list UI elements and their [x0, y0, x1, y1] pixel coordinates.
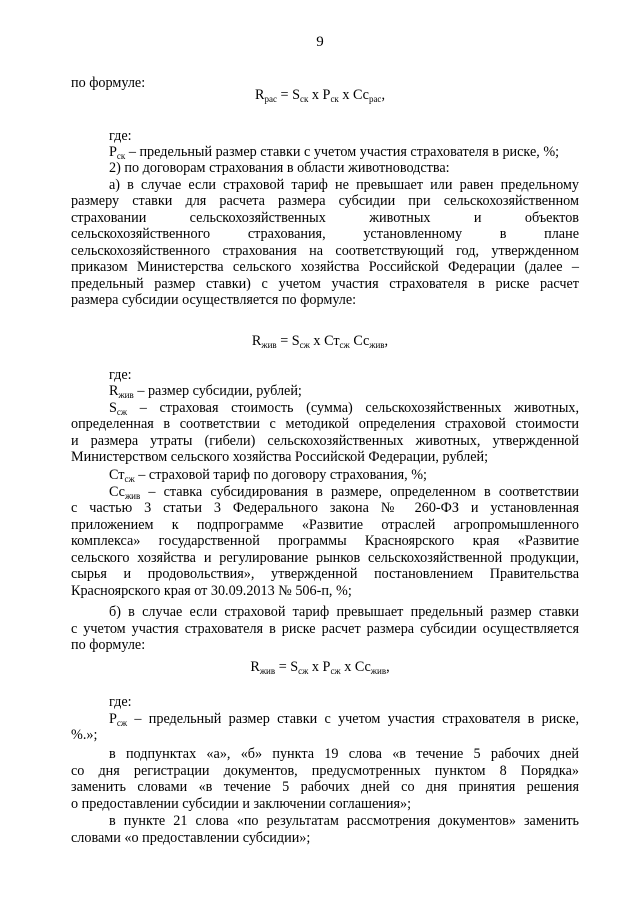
text-line: словами «о предоставлении субсидии»;	[71, 830, 311, 846]
text-line: о предоставлении субсидии и заключении соглашения»;	[71, 796, 412, 812]
text-line: по формуле:	[71, 637, 146, 653]
subscript: жив	[370, 666, 387, 676]
text-line: где:	[109, 694, 132, 710]
text-line: $R_{жив}$ – размер субсидии, рублей;	[109, 383, 302, 400]
text-line: а) в случае если страховой тариф не превышает или равен предельному	[109, 177, 579, 193]
text-line: комплекса» государственной программы Красноярского края «Развитие	[71, 533, 579, 549]
text-line: приложением к подпрограмме «Развитие отраслей агропромышленного	[71, 517, 579, 533]
text-line: сырья и продовольствия», утвержденной постановлением Правительства	[71, 566, 579, 582]
text-line: $Р_{сж}$ – предельный размер ставки с учетом участия страхователя в риске,	[109, 711, 579, 728]
subscript: сж	[124, 474, 135, 484]
text-line: где:	[109, 128, 132, 144]
subscript: сж	[298, 666, 309, 676]
text-line: $Сс_{жив}$ – ставка субсидирования в размере, определенном в соответствии	[109, 484, 579, 501]
text-line: сельскохозяйственного страхования на соответствующий год, утвержденном	[71, 243, 579, 259]
text-line: с учетом участия страхователя в риске расчет размера субсидии осуществляется	[71, 621, 579, 637]
text-line: Министерством сельского хозяйства Российской Федерации, рублей;	[71, 449, 489, 465]
text-line: заменить словами «в течение 5 рабочих дней со дня принятия решения	[71, 779, 579, 795]
text-line: сельского хозяйства и регулирование рынков сельскохозяйственной продукции,	[71, 550, 579, 566]
text-line: размеру ставки для расчета размера субсидии при сельскохозяйственном	[71, 193, 579, 209]
subscript: жив	[118, 390, 134, 400]
subscript: сж	[116, 718, 128, 728]
text-line: определенная в соответствии с методикой определения страховой стоимости	[71, 416, 579, 432]
subscript: сж	[330, 666, 341, 676]
text-line: сельскохозяйственного страхования, установленному в плане	[71, 226, 579, 242]
text-line: где:	[109, 367, 132, 383]
formula-r-ras: $R_{рас} = S_{ск}$ х $Р_{ск}$ х $Сс_{рас}$,	[255, 87, 385, 104]
text-line: Красноярского края от 30.09.2013 № 506-п, %;	[71, 583, 352, 599]
subscript: сж	[339, 340, 350, 350]
text-line: и размера утраты (гибели) сельскохозяйственных животных, утвержденной	[71, 433, 579, 449]
formula-r-zhiv-1: $R_{жив} = S_{сж}$ х $Ст_{сж}$ $Сс_{жив}$,	[251, 333, 389, 350]
subscript: рас	[368, 94, 382, 104]
text-line: $Ст_{сж}$ – страховой тариф по договору страхования, %;	[109, 467, 427, 484]
text-line: %.»;	[71, 727, 98, 743]
text-line: со дня регистрации документов, предусмотренных пунктом 8 Порядка»	[71, 763, 579, 779]
text-line: предельный размер ставки) с учетом участия страхователя в риске расчет	[71, 276, 579, 292]
subscript: жив	[261, 340, 277, 350]
subscript: ск	[116, 151, 126, 161]
text-line: $Р_{ск}$ – предельный размер ставки с учетом участия страхователя в риске, %;	[109, 144, 560, 161]
subscript: ск	[330, 94, 339, 104]
subscript: жив	[369, 340, 385, 350]
text-line: в пункте 21 слова «по результатам рассмотрения документов» заменить	[109, 813, 579, 829]
subscript: рас	[264, 94, 277, 104]
text-line: размера субсидии осуществляется по формуле:	[71, 292, 357, 308]
text-line: с частью 3 статьи 3 Федерального закона № 260-ФЗ и установленная	[71, 500, 579, 516]
text-line: приказом Министерства сельского хозяйства Российской Федерации (далее –	[71, 259, 579, 275]
text-line: 2) по договорам страхования в области животноводства:	[109, 160, 450, 176]
subscript: жив	[124, 491, 141, 501]
text-line: страховании сельскохозяйственных животных и объектов	[71, 210, 579, 226]
subscript: сж	[116, 407, 128, 417]
subscript: сж	[299, 340, 310, 350]
text-line: в подпунктах «а», «б» пункта 19 слова «в течение 5 рабочих дней	[109, 746, 579, 762]
text-line: по формуле:	[71, 75, 146, 91]
subscript: ск	[299, 94, 309, 104]
formula-r-zhiv-2: $R_{жив} = S_{сж}$ х $Р_{сж}$ х $Сс_{жив}$,	[250, 659, 390, 676]
page-number: 9	[316, 34, 324, 50]
text-line: б) в случае если страховой тариф превышает предельный размер ставки	[109, 604, 579, 620]
text-line: $S_{сж}$ – страховая стоимость (сумма) сельскохозяйственных животных,	[109, 400, 579, 417]
subscript: жив	[259, 666, 276, 676]
